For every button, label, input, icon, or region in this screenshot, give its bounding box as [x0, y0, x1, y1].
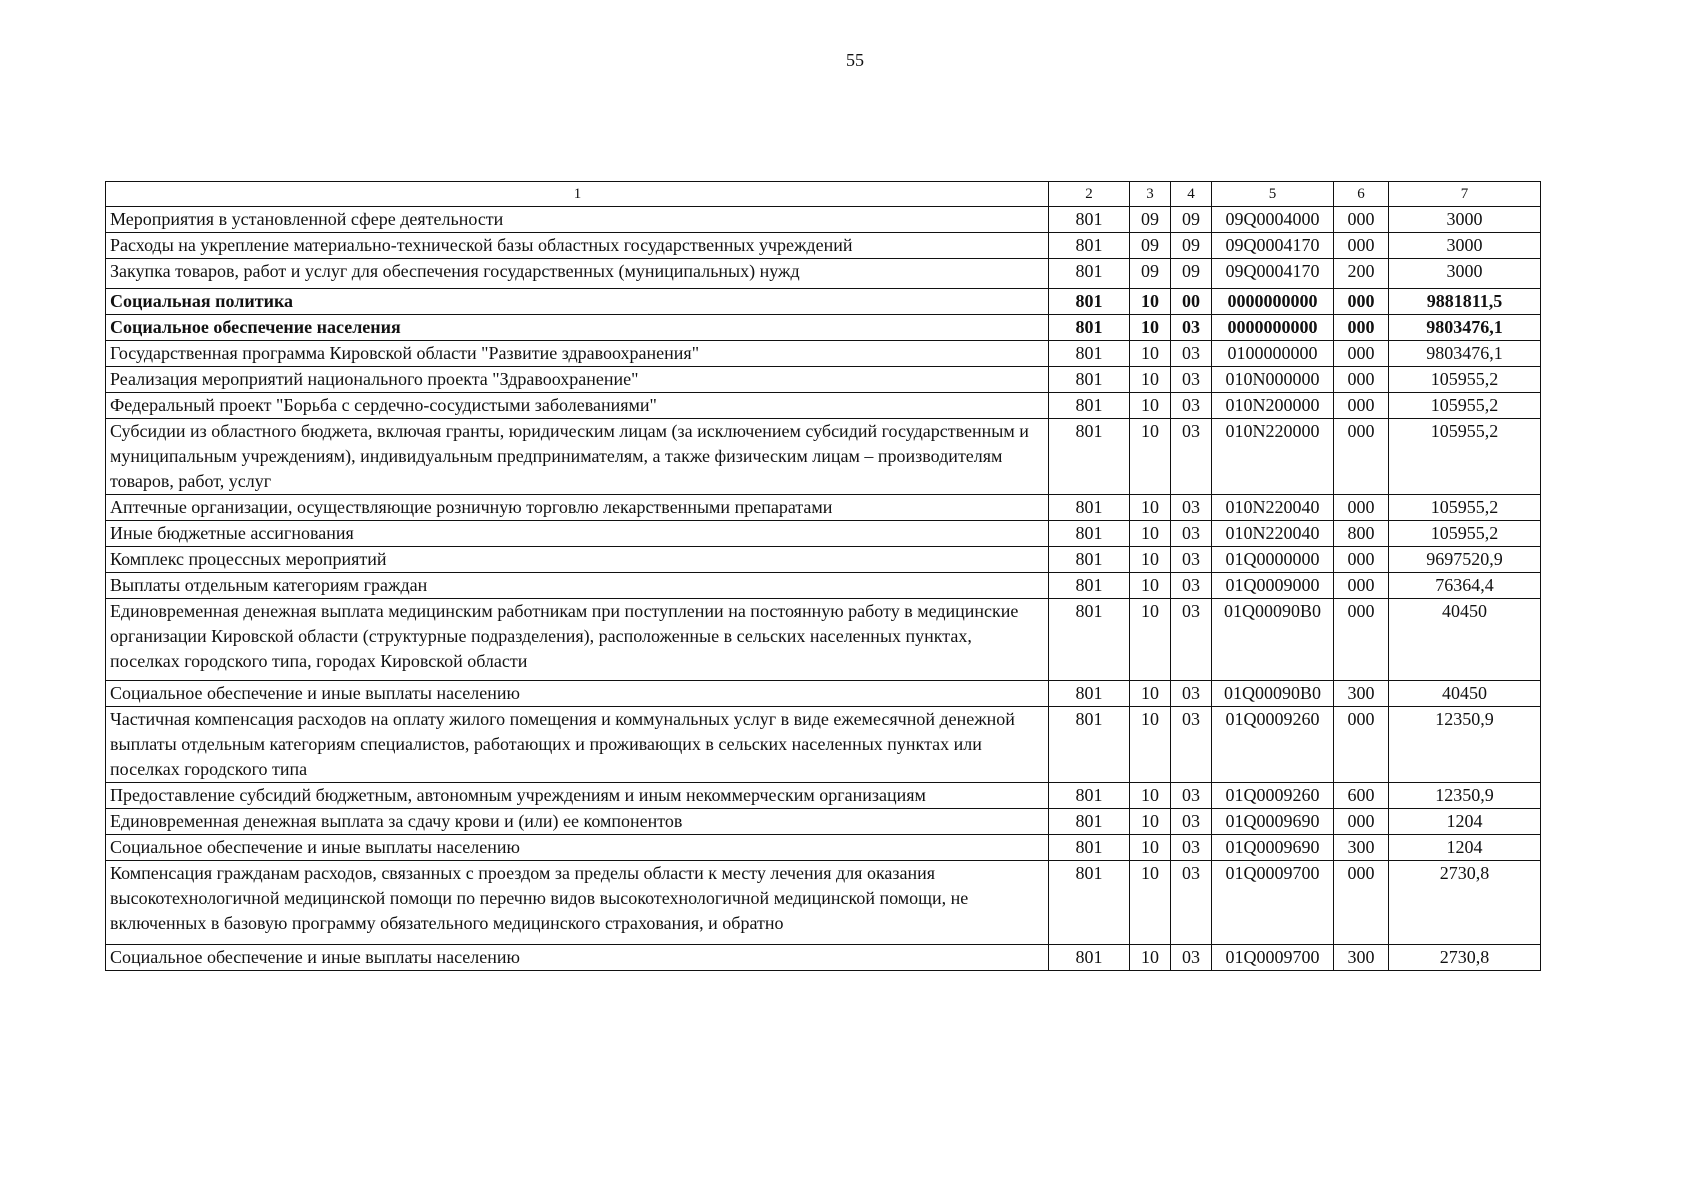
row-col3-cell: 09: [1130, 233, 1171, 259]
row-col5-cell: 09Q0004170: [1212, 233, 1334, 259]
row-col7-cell: 2730,8: [1389, 861, 1541, 945]
row-col6-cell: 000: [1334, 207, 1389, 233]
row-col2-cell: 801: [1049, 945, 1130, 971]
row-col4-cell: 03: [1171, 835, 1212, 861]
row-name-cell: Субсидии из областного бюджета, включая гранты, юридическим лицам (за исключением субсидий государственным и муниципальным учреждениям), индивидуальным предпринимателям, а также физическим лицам – производителям товаров, работ, услуг: [106, 419, 1049, 495]
row-col7-cell: 105955,2: [1389, 521, 1541, 547]
row-col2-cell: 801: [1049, 521, 1130, 547]
row-col2-cell: 801: [1049, 289, 1130, 315]
row-col3-cell: 10: [1130, 809, 1171, 835]
row-name-cell: Закупка товаров, работ и услуг для обеспечения государственных (муниципальных) нужд: [106, 259, 1049, 289]
row-col4-cell: 03: [1171, 547, 1212, 573]
table-row: [106, 419, 1541, 495]
row-col2-cell: 801: [1049, 573, 1130, 599]
row-col4-cell: 03: [1171, 341, 1212, 367]
row-name-cell: Реализация мероприятий национального проекта "Здравоохранение": [106, 367, 1049, 393]
row-col2-cell: 801: [1049, 207, 1130, 233]
row-col6-cell: 000: [1334, 393, 1389, 419]
row-col7-cell: 3000: [1389, 207, 1541, 233]
row-col3-cell: 10: [1130, 783, 1171, 809]
table-row: [106, 547, 1541, 573]
row-col5-cell: 09Q0004170: [1212, 259, 1334, 289]
row-col5-cell: 01Q0009700: [1212, 945, 1334, 971]
row-col5-cell: 01Q0009260: [1212, 707, 1334, 783]
row-name-cell: Комплекс процессных мероприятий: [106, 547, 1049, 573]
row-name-cell: Выплаты отдельным категориям граждан: [106, 573, 1049, 599]
row-col2-cell: 801: [1049, 547, 1130, 573]
row-col4-cell: 03: [1171, 367, 1212, 393]
row-col3-cell: 09: [1130, 207, 1171, 233]
row-col2-cell: 801: [1049, 861, 1130, 945]
row-col3-cell: 10: [1130, 341, 1171, 367]
row-col7-cell: 105955,2: [1389, 393, 1541, 419]
row-col3-cell: 10: [1130, 289, 1171, 315]
row-col2-cell: 801: [1049, 835, 1130, 861]
table-row: [106, 233, 1541, 259]
row-name-cell: Предоставление субсидий бюджетным, автономным учреждениям и иным некоммерческим организациям: [106, 783, 1049, 809]
row-col4-cell: 03: [1171, 521, 1212, 547]
column-header-5: 5: [1212, 182, 1334, 207]
row-name-cell: Единовременная денежная выплата за сдачу крови и (или) ее компонентов: [106, 809, 1049, 835]
row-col3-cell: 09: [1130, 259, 1171, 289]
row-col2-cell: 801: [1049, 809, 1130, 835]
row-col7-cell: 3000: [1389, 233, 1541, 259]
row-col2-cell: 801: [1049, 599, 1130, 681]
row-col3-cell: 10: [1130, 681, 1171, 707]
row-col6-cell: 000: [1334, 233, 1389, 259]
row-col4-cell: 09: [1171, 207, 1212, 233]
table-row: [106, 681, 1541, 707]
row-col6-cell: 300: [1334, 681, 1389, 707]
row-col6-cell: 000: [1334, 419, 1389, 495]
row-col5-cell: 01Q0009700: [1212, 861, 1334, 945]
row-col6-cell: 300: [1334, 945, 1389, 971]
table-row: [106, 207, 1541, 233]
row-col7-cell: 9803476,1: [1389, 341, 1541, 367]
row-col5-cell: 01Q0009690: [1212, 809, 1334, 835]
row-col7-cell: 105955,2: [1389, 495, 1541, 521]
row-col3-cell: 10: [1130, 393, 1171, 419]
row-name-cell: Компенсация гражданам расходов, связанных с проездом за пределы области к месту лечения для оказания высокотехнологичной медицинской помощи по перечню видов высокотехнологичной медицинской помощи, не включенных в базовую программу обязательного медицинского страхования, и обратно: [106, 861, 1049, 945]
row-col4-cell: 03: [1171, 783, 1212, 809]
row-col4-cell: 09: [1171, 233, 1212, 259]
row-col2-cell: 801: [1049, 259, 1130, 289]
row-col7-cell: 3000: [1389, 259, 1541, 289]
column-number-row: [106, 182, 1541, 207]
table-row: [106, 945, 1541, 971]
row-col2-cell: 801: [1049, 367, 1130, 393]
row-col5-cell: 01Q0009260: [1212, 783, 1334, 809]
row-name-cell: Аптечные организации, осуществляющие розничную торговлю лекарственными препаратами: [106, 495, 1049, 521]
row-name-cell: Социальное обеспечение и иные выплаты населению: [106, 681, 1049, 707]
row-col4-cell: 03: [1171, 681, 1212, 707]
row-name-cell: Социальное обеспечение и иные выплаты населению: [106, 945, 1049, 971]
row-col2-cell: 801: [1049, 315, 1130, 341]
row-col7-cell: 76364,4: [1389, 573, 1541, 599]
row-col5-cell: 0000000000: [1212, 315, 1334, 341]
budget-table-body: [106, 182, 1541, 971]
row-col7-cell: 9697520,9: [1389, 547, 1541, 573]
row-col6-cell: 000: [1334, 599, 1389, 681]
row-col6-cell: 300: [1334, 835, 1389, 861]
row-name-cell: Государственная программа Кировской области "Развитие здравоохранения": [106, 341, 1049, 367]
row-col7-cell: 40450: [1389, 681, 1541, 707]
row-col7-cell: 1204: [1389, 835, 1541, 861]
row-col5-cell: 01Q00090B0: [1212, 599, 1334, 681]
row-col3-cell: 10: [1130, 521, 1171, 547]
row-col3-cell: 10: [1130, 835, 1171, 861]
table-row: [106, 521, 1541, 547]
row-col4-cell: 03: [1171, 573, 1212, 599]
row-col4-cell: 03: [1171, 419, 1212, 495]
table-row: [106, 393, 1541, 419]
row-name-cell: Иные бюджетные ассигнования: [106, 521, 1049, 547]
row-col6-cell: 200: [1334, 259, 1389, 289]
row-col2-cell: 801: [1049, 341, 1130, 367]
table-row: [106, 573, 1541, 599]
row-col6-cell: 600: [1334, 783, 1389, 809]
row-col6-cell: 000: [1334, 289, 1389, 315]
row-col2-cell: 801: [1049, 681, 1130, 707]
row-col6-cell: 000: [1334, 547, 1389, 573]
row-col3-cell: 10: [1130, 599, 1171, 681]
row-col5-cell: 010N220000: [1212, 419, 1334, 495]
table-row: [106, 259, 1541, 289]
row-col7-cell: 1204: [1389, 809, 1541, 835]
row-name-cell: Социальное обеспечение населения: [106, 315, 1049, 341]
row-col6-cell: 000: [1334, 573, 1389, 599]
row-col5-cell: 0000000000: [1212, 289, 1334, 315]
row-col2-cell: 801: [1049, 233, 1130, 259]
row-col4-cell: 03: [1171, 599, 1212, 681]
row-name-cell: Мероприятия в установленной сфере деятельности: [106, 207, 1049, 233]
row-col4-cell: 03: [1171, 495, 1212, 521]
table-row: [106, 707, 1541, 783]
row-col5-cell: 09Q0004000: [1212, 207, 1334, 233]
row-name-cell: Расходы на укрепление материально-технической базы областных государственных учреждений: [106, 233, 1049, 259]
row-col6-cell: 000: [1334, 809, 1389, 835]
row-col7-cell: 12350,9: [1389, 707, 1541, 783]
row-name-cell: Социальное обеспечение и иные выплаты населению: [106, 835, 1049, 861]
row-col4-cell: 03: [1171, 945, 1212, 971]
row-col4-cell: 03: [1171, 393, 1212, 419]
row-col3-cell: 10: [1130, 495, 1171, 521]
row-name-cell: Единовременная денежная выплата медицинским работникам при поступлении на постоянную работу в медицинские организации Кировской области (структурные подразделения), расположенные в сельских населенных пунктах, поселках городского типа, городах Кировской области: [106, 599, 1049, 681]
column-header-1: 1: [106, 182, 1049, 207]
table-row: [106, 289, 1541, 315]
row-col3-cell: 10: [1130, 861, 1171, 945]
row-col6-cell: 800: [1334, 521, 1389, 547]
row-col3-cell: 10: [1130, 945, 1171, 971]
row-col5-cell: 01Q0000000: [1212, 547, 1334, 573]
row-col3-cell: 10: [1130, 367, 1171, 393]
row-col5-cell: 01Q0009000: [1212, 573, 1334, 599]
row-col6-cell: 000: [1334, 707, 1389, 783]
row-col5-cell: 010N200000: [1212, 393, 1334, 419]
row-col3-cell: 10: [1130, 573, 1171, 599]
table-row: [106, 599, 1541, 681]
row-col7-cell: 105955,2: [1389, 367, 1541, 393]
row-col3-cell: 10: [1130, 315, 1171, 341]
table-row: [106, 367, 1541, 393]
table-row: [106, 861, 1541, 945]
row-col5-cell: 010N220040: [1212, 495, 1334, 521]
row-col4-cell: 03: [1171, 861, 1212, 945]
row-name-cell: Частичная компенсация расходов на оплату жилого помещения и коммунальных услуг в виде ежемесячной денежной выплаты отдельным категориям специалистов, работающих и проживающих в сельских населенных пунктах или поселках городского типа: [106, 707, 1049, 783]
row-col4-cell: 00: [1171, 289, 1212, 315]
row-col5-cell: 010N000000: [1212, 367, 1334, 393]
table-row: [106, 315, 1541, 341]
column-header-3: 3: [1130, 182, 1171, 207]
row-name-cell: Социальная политика: [106, 289, 1049, 315]
row-col7-cell: 40450: [1389, 599, 1541, 681]
row-col2-cell: 801: [1049, 393, 1130, 419]
row-col5-cell: 0100000000: [1212, 341, 1334, 367]
row-col3-cell: 10: [1130, 707, 1171, 783]
row-col7-cell: 2730,8: [1389, 945, 1541, 971]
table-row: [106, 341, 1541, 367]
row-col7-cell: 12350,9: [1389, 783, 1541, 809]
row-col4-cell: 03: [1171, 809, 1212, 835]
column-header-2: 2: [1049, 182, 1130, 207]
row-col2-cell: 801: [1049, 495, 1130, 521]
row-col2-cell: 801: [1049, 707, 1130, 783]
table-row: [106, 835, 1541, 861]
row-col7-cell: 105955,2: [1389, 419, 1541, 495]
row-col5-cell: 01Q00090B0: [1212, 681, 1334, 707]
row-col2-cell: 801: [1049, 783, 1130, 809]
row-col6-cell: 000: [1334, 495, 1389, 521]
row-col6-cell: 000: [1334, 315, 1389, 341]
table-row: [106, 495, 1541, 521]
table-row: [106, 809, 1541, 835]
row-col5-cell: 010N220040: [1212, 521, 1334, 547]
row-col6-cell: 000: [1334, 861, 1389, 945]
row-col5-cell: 01Q0009690: [1212, 835, 1334, 861]
row-col6-cell: 000: [1334, 367, 1389, 393]
row-col6-cell: 000: [1334, 341, 1389, 367]
column-header-6: 6: [1334, 182, 1389, 207]
page-number: 55: [846, 50, 864, 70]
row-col7-cell: 9881811,5: [1389, 289, 1541, 315]
column-header-4: 4: [1171, 182, 1212, 207]
row-col3-cell: 10: [1130, 419, 1171, 495]
column-header-7: 7: [1389, 182, 1541, 207]
row-col4-cell: 03: [1171, 315, 1212, 341]
row-col3-cell: 10: [1130, 547, 1171, 573]
row-name-cell: Федеральный проект "Борьба с сердечно-сосудистыми заболеваниями": [106, 393, 1049, 419]
row-col2-cell: 801: [1049, 419, 1130, 495]
row-col4-cell: 03: [1171, 707, 1212, 783]
row-col7-cell: 9803476,1: [1389, 315, 1541, 341]
table-row: [106, 783, 1541, 809]
row-col4-cell: 09: [1171, 259, 1212, 289]
budget-table: [105, 181, 1541, 971]
